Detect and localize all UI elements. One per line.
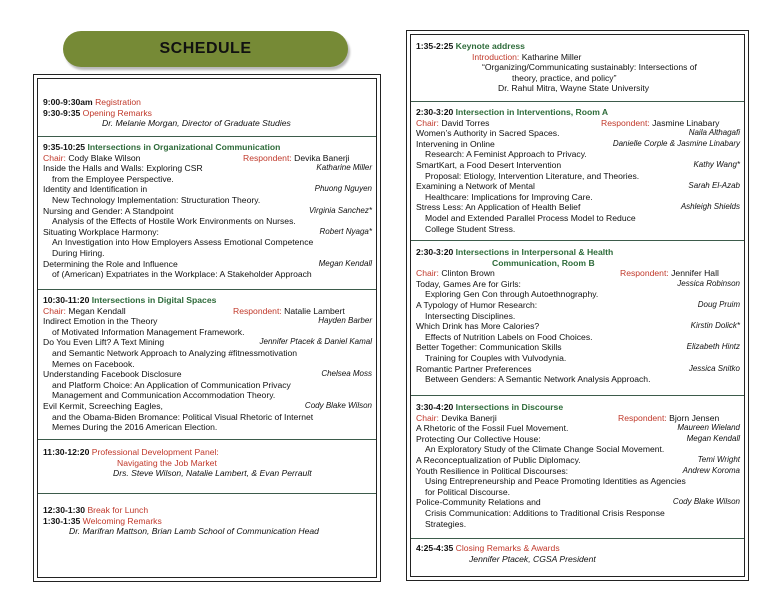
paper-author: Jessica Snitko [688, 363, 740, 373]
registration-label: Registration [95, 97, 141, 107]
discourse-title: Intersections in Discourse [455, 402, 564, 412]
paper-title-cont: An Investigation into How Employers Assess Emotional Competence [52, 237, 314, 248]
intro-name: Katharine Miller [521, 51, 582, 62]
paper-title-cont: and Semantic Network Approach to Analyzing #fitnessmotivation [52, 347, 298, 358]
keynote-talk-cont: theory, practice, and policy” [512, 72, 617, 83]
paper-author: Kirstin Dolick* [690, 321, 740, 331]
keynote-title: Keynote address [455, 41, 525, 51]
interpersonal-title-cont: Communication, Room B [492, 257, 595, 268]
divider [411, 395, 744, 396]
interventions-session [416, 107, 740, 234]
closing-speaker: Jennifer Ptacek, CGSA President [469, 553, 596, 564]
paper-author: Jennifer Ptacek & Daniel Kamal [259, 337, 372, 347]
paper-author: Megan Kendall [318, 258, 372, 268]
paper-author: Cody Blake Wilson [304, 400, 372, 410]
interpersonal-title: Intersections in Interpersonal & Health [455, 247, 614, 257]
paper-title: Inside the Halls and Walls: Exploring CSR [43, 163, 203, 174]
paper-author: Robert Nyaga* [319, 226, 372, 236]
respondent-name: Bjorn Jensen [669, 412, 720, 423]
registration-time: 9:00-9:30am [43, 97, 93, 107]
paper-title: A Typology of Humor Research: [416, 299, 538, 310]
right-schedule-panel [406, 30, 749, 581]
divider [411, 101, 744, 102]
paper-title-cont: Intersecting Disciplines. [425, 310, 516, 321]
opening-time: 9:30-9:35 [43, 107, 81, 118]
paper-title-cont: During Hiring. [52, 247, 105, 258]
registration-block [43, 97, 372, 129]
paper-author: Maureen Wieland [677, 423, 740, 433]
divider [38, 439, 376, 440]
paper-title: SmartKart, a Food Desert Intervention [416, 159, 562, 170]
org-time: 9:35-10:25 [43, 142, 86, 152]
paper-title-cont: An Exploratory Study of the Climate Change Social Movement. [425, 444, 665, 455]
paper-title: Romantic Partner Preferences [416, 363, 532, 374]
pd-label: Professional Development Panel: [91, 447, 219, 457]
paper-title: Youth Resilience in Political Discourses: [416, 465, 569, 476]
paper-author: Ashleigh Shields [680, 202, 740, 212]
paper-title: Protecting Our Collective House: [416, 433, 541, 444]
closing-time: 4:25-4:35 [416, 543, 454, 553]
respondent-name: Devika Banerji [294, 152, 350, 163]
left-schedule-panel [33, 74, 381, 582]
paper-title: Determining the Role and Influence [43, 258, 178, 269]
paper-title: A Rhetoric of the Fossil Fuel Movement. [416, 423, 569, 434]
paper-author: Megan Kendall [686, 433, 740, 443]
paper-author: Chelsea Moss [321, 369, 372, 379]
closing-label: Closing Remarks & Awards [455, 543, 560, 553]
chair-name: Cody Blake Wilson [68, 152, 141, 163]
paper-title-cont: Between Genders: A Semantic Network Analysis Approach. [425, 374, 651, 385]
lunch-block [43, 505, 372, 537]
respondent-label: Respondent: [601, 117, 650, 128]
pd-block [43, 447, 372, 479]
org-session [43, 142, 372, 280]
divider [38, 493, 376, 494]
paper-title: Today, Games Are for Girls: [416, 278, 521, 289]
paper-title: Examining a Network of Mental [416, 181, 535, 192]
paper-author: Cody Blake Wilson [672, 497, 740, 507]
keynote-block [416, 41, 740, 94]
paper-author: Doug Pruim [697, 299, 740, 309]
paper-title: Stress Less: An Application of Health Belief [416, 202, 581, 213]
paper-title-cont: and the Obama-Biden Bromance: Political Visual Rhetoric of Internet [52, 411, 314, 422]
respondent-name: Jennifer Hall [671, 268, 719, 279]
paper-author: Katharine Miller [316, 163, 372, 173]
paper-title: Identity and Identification in [43, 184, 148, 195]
chair-label: Chair: [43, 152, 66, 163]
chair-label: Chair: [43, 305, 66, 316]
paper-title-cont: Research: A Feminist Approach to Privacy. [425, 149, 587, 160]
discourse-time: 3:30-4:20 [416, 402, 454, 412]
paper-title-cont: College Student Stress. [425, 223, 516, 234]
pd-time: 11:30-12:20 [43, 447, 90, 457]
interpersonal-session [416, 247, 740, 385]
paper-title-cont: of Motivated Information Management Framework. [52, 326, 245, 337]
paper-title: Understanding Facebook Disclosure [43, 369, 182, 380]
paper-title-cont: from the Employee Perspective. [52, 173, 174, 184]
discourse-session [416, 402, 740, 529]
paper-title-cont: Exploring Gen Con through Autoethnography. [425, 289, 599, 300]
paper-title-cont: Training for Couples with Vulvodynia. [425, 352, 567, 363]
welcome-speaker: Dr. Marifran Mattson, Brian Lamb School of Communication Head [69, 526, 319, 537]
paper-title-cont: Healthcare: Implications for Improving Care. [425, 191, 593, 202]
paper-title-cont: Strategies. [425, 518, 467, 529]
paper-title: Which Drink has More Calories? [416, 321, 540, 332]
paper-title-cont: New Technology Implementation: Structuration Theory. [52, 194, 261, 205]
paper-title-cont: Effects of Nutrition Labels on Food Choices. [425, 331, 593, 342]
divider [38, 289, 376, 290]
chair-name: Clinton Brown [441, 268, 495, 279]
paper-title: Better Together: Communication Skills [416, 342, 562, 353]
respondent-name: Jasmine Linabary [652, 117, 720, 128]
welcome-time: 1:30-1:35 [43, 515, 81, 526]
chair-name: David Torres [441, 117, 490, 128]
paper-title-cont: Management and Communication Accommodation Theory. [52, 390, 276, 401]
lunch-time: 12:30-1:30 [43, 505, 86, 515]
paper-title-cont: for Political Discourse. [425, 486, 511, 497]
paper-author: Naila Althagafi [688, 128, 740, 138]
paper-author: Kathy Wang* [693, 159, 740, 169]
interpersonal-time: 2:30-3:20 [416, 247, 454, 257]
lunch-label: Break for Lunch [87, 505, 149, 515]
paper-title: A Reconceptualization of Public Diplomacy. [416, 454, 581, 465]
paper-title: Do You Even Lift? A Text Mining [43, 337, 165, 348]
paper-author: Andrew Koroma [682, 465, 740, 475]
closing-block [416, 543, 740, 564]
interventions-title: Intersection in Interventions, Room A [455, 107, 609, 117]
divider [38, 136, 376, 137]
keynote-speaker: Dr. Rahul Mitra, Wayne State University [498, 83, 650, 94]
paper-title: Women’s Authority in Sacred Spaces. [416, 128, 560, 139]
opening-speaker: Dr. Melanie Morgan, Director of Graduate Studies [102, 118, 291, 129]
schedule-banner [63, 31, 348, 67]
paper-title-cont: of (American) Expatriates in the Workplace: A Stakeholder Approach [52, 269, 312, 280]
pd-label-cont: Navigating the Job Market [117, 457, 217, 468]
paper-title-cont: Proposal: Etiology, Intervention Literature, and Theories. [425, 170, 640, 181]
respondent-label: Respondent: [620, 268, 669, 279]
paper-title-cont: Analysis of the Effects of Hostile Work Environments on Nurses. [52, 216, 296, 227]
chair-name: Devika Banerji [441, 412, 497, 423]
opening-label: Opening Remarks [82, 107, 152, 118]
chair-name: Megan Kendall [68, 305, 126, 316]
paper-title: Situating Workplace Harmony: [43, 226, 159, 237]
divider [411, 538, 744, 539]
welcome-label: Welcoming Remarks [82, 515, 162, 526]
paper-author: Elizabeth Hintz [686, 342, 740, 352]
schedule-title: SCHEDULE [159, 39, 252, 57]
paper-title: Intervening in Online [416, 138, 495, 149]
intro-label: Introduction: [472, 51, 520, 62]
keynote-time: 1:35-2:25 [416, 41, 454, 51]
chair-label: Chair: [416, 412, 439, 423]
paper-author: Danielle Corple & Jasmine Linabary [612, 138, 740, 148]
paper-author: Sarah El-Azab [688, 181, 740, 191]
digital-session [43, 295, 372, 433]
respondent-name: Natalie Lambert [284, 305, 345, 316]
paper-title-cont: Memes on Facebook. [52, 358, 135, 369]
paper-title-cont: Crisis Communication: Additions to Traditional Crisis Response [425, 507, 665, 518]
respondent-label: Respondent: [233, 305, 282, 316]
paper-title-cont: Model and Extended Parallel Process Model to Reduce [425, 212, 636, 223]
paper-author: Jessica Robinson [677, 278, 740, 288]
paper-title: Indirect Emotion in the Theory [43, 316, 158, 327]
respondent-label: Respondent: [618, 412, 667, 423]
keynote-talk: “Organizing/Communicating sustainably: Intersections of [482, 62, 697, 73]
paper-title-cont: Using Entrepreneurship and Peace Promoting Identities as Agencies [425, 476, 686, 487]
divider [411, 240, 744, 241]
paper-author: Phuong Nguyen [314, 184, 372, 194]
chair-label: Chair: [416, 117, 439, 128]
paper-title-cont: Memes During the 2016 American Election. [52, 422, 218, 433]
respondent-label: Respondent: [243, 152, 292, 163]
paper-title: Nursing and Gender: A Standpoint [43, 205, 174, 216]
paper-author: Temi Wright [697, 454, 740, 464]
pd-speakers: Drs. Steve Wilson, Natalie Lambert, & Evan Perrault [113, 468, 312, 479]
paper-title: Police-Community Relations and [416, 497, 541, 508]
digital-time: 10:30-11:20 [43, 295, 90, 305]
paper-title-cont: and Platform Choice: An Application of Communication Privacy [52, 379, 291, 390]
chair-label: Chair: [416, 268, 439, 279]
paper-title: Evil Kermit, Screeching Eagles, [43, 400, 163, 411]
interventions-time: 2:30-3:20 [416, 107, 454, 117]
paper-author: Virginia Sanchez* [308, 205, 372, 215]
paper-author: Hayden Barber [318, 316, 372, 326]
org-title: Intersections in Organizational Communication [87, 142, 281, 152]
digital-title: Intersections in Digital Spaces [91, 295, 217, 305]
